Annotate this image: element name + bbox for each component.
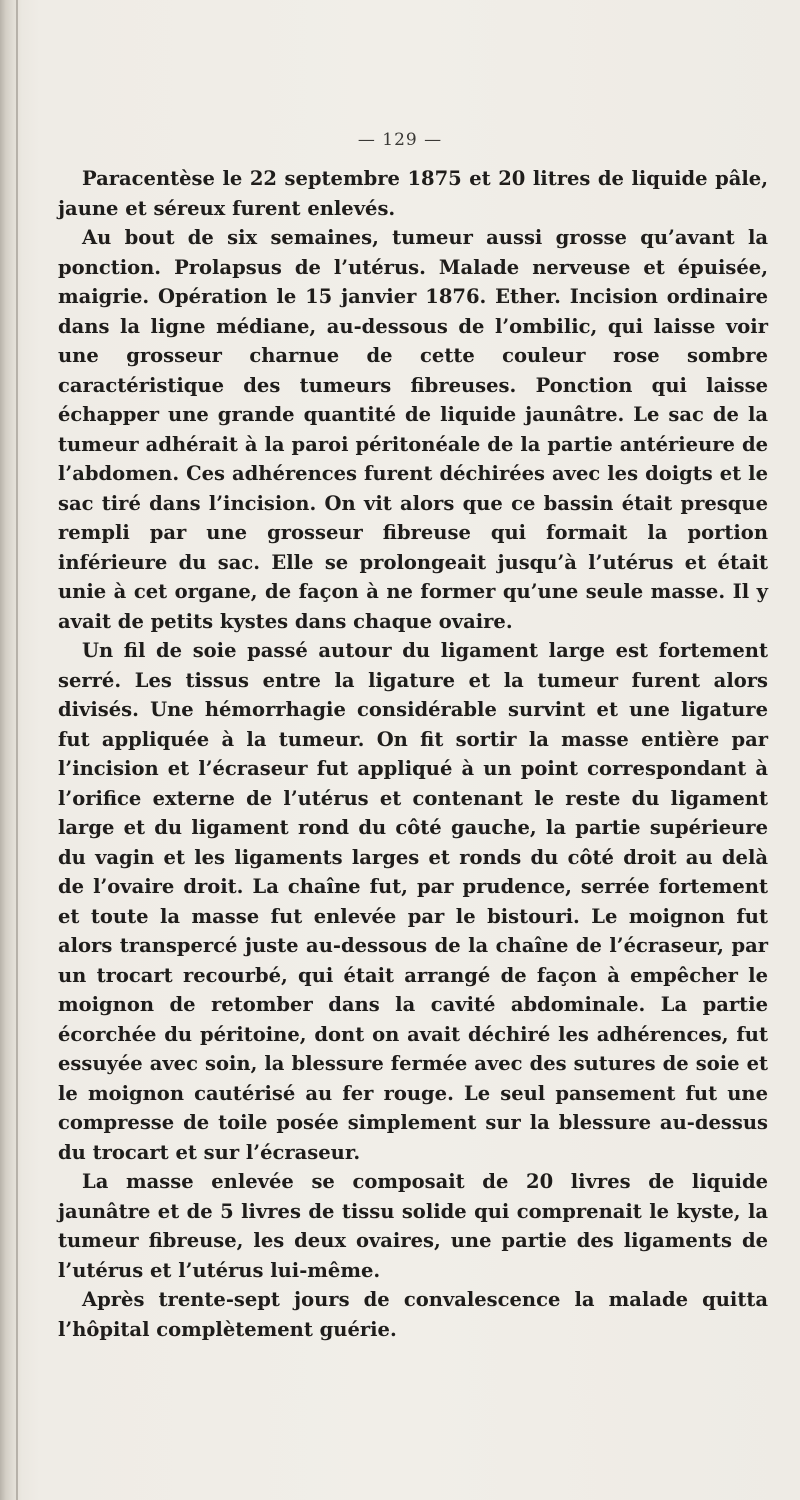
page-binding-edge <box>0 0 22 1500</box>
paragraph-operation: Au bout de six semaines, tumeur aussi grosse qu’avant la ponction. Prolapsus de l’utérus. Malade nerveuse et épuisée, maigrie. Opération le 15 janvier 1876. Ether. Incision ordinaire dans la ligne médiane, au-dessous de l’ombilic, qui laisse voir une grosseur charnue de cette couleur rose sombre caractéristique des tumeurs fibreuses. Ponction qui laisse échapper une grande quantité de liquide jaunâtre. Le sac de la tumeur adhérait à la paroi péritonéale de la partie antérieure de l’abdomen. Ces adhérences furent déchirées avec les doigts et le sac tiré dans l’incision. On vit alors que ce bassin était presque rempli par une grosseur fibreuse qui formait la portion inférieure du sac. Elle se prolongeait jusqu’à l’utérus et était unie à cet organe, de façon à ne former qu’une seule masse. Il y avait de petits kystes dans chaque ovaire. <box>58 226 768 633</box>
page-binding-line <box>16 0 18 1500</box>
paragraph-masse-enlevee: La masse enlevée se composait de 20 livres de liquide jaunâtre et de 5 livres de tissu solide qui comprenait le kyste, la tumeur fibreuse, les deux ovaires, une partie des ligaments de l’utérus et l’utérus lui-même. <box>58 1170 768 1282</box>
paragraph-ligature: Un fil de soie passé autour du ligament large est fortement serré. Les tissus entre la ligature et la tumeur furent alors divisés. Une hémorrhagie considérable survint et une ligature fut appliquée à la tumeur. On fit sortir la masse entière par l’incision et l’écraseur fut appliqué à un point correspondant à l’orifice externe de l’utérus et contenant le reste du ligament large et du ligament rond du côté gauche, la partie supérieure du vagin et les ligaments larges et ronds du côté droit au delà de l’ovaire droit. La chaîne fut, par prudence, serrée fortement et toute la masse fut enlevée par le bistouri. Le moignon fut alors transpercé juste au-dessous de la chaîne de l’écraseur, par un trocart recourbé, qui était arrangé de façon à empêcher le moignon de retomber dans la cavité abdominale. La partie écorchée du péritoine, dont on avait déchiré les adhérences, fut essuyée avec soin, la blessure fermée avec des sutures de soie et le moignon cautérisé au fer rouge. Le seul pansement fut une compresse de toile posée simplement sur la blessure au-dessus du trocart et sur l’écraseur. <box>58 639 768 1164</box>
page-number: — 129 — <box>357 130 443 150</box>
paragraph-paracentese: Paracentèse le 22 septembre 1875 et 20 litres de liquide pâle, jaune et séreux furent enlevés. <box>58 167 768 220</box>
body-text <box>58 164 768 1344</box>
paragraph-convalescence: Après trente-sept jours de convalescence la malade quitta l’hôpital complètement guérie. <box>58 1288 768 1341</box>
